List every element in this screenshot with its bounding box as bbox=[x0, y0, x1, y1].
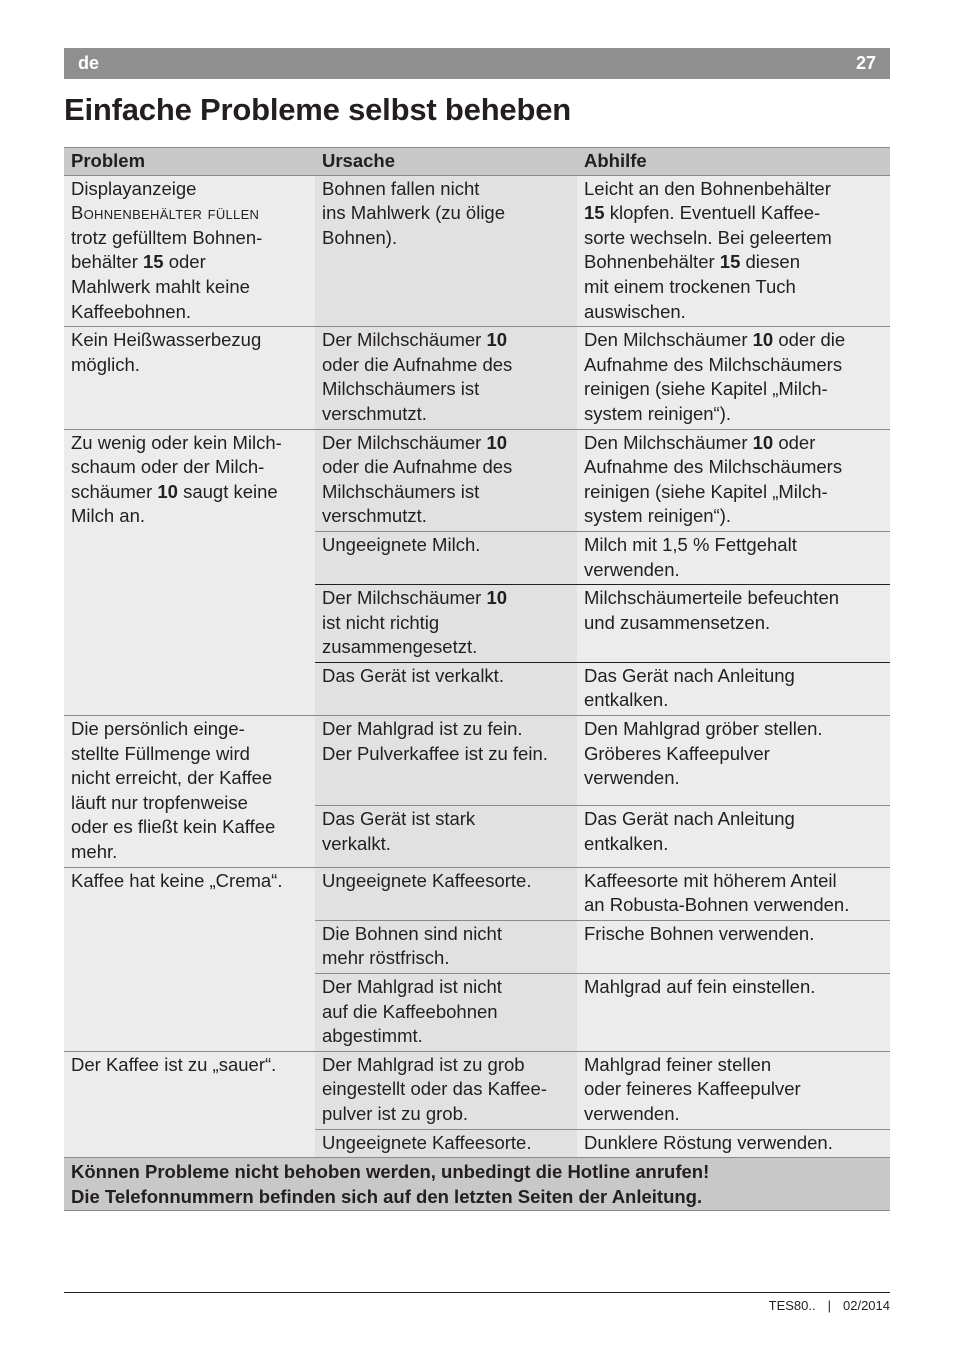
part-number: 10 bbox=[752, 329, 774, 351]
page-footer bbox=[769, 1298, 890, 1313]
problem-cell: Der Kaffee ist zu „sauer“. bbox=[64, 1051, 315, 1157]
remedy-cell: Kaffeesorte mit höherem Anteil an Robusta-Bohnen verwenden. bbox=[577, 867, 890, 920]
cause-cell: Ungeeignete Kaffeesorte. bbox=[315, 1129, 577, 1158]
table-row bbox=[64, 175, 890, 327]
part-number: 15 bbox=[719, 251, 741, 273]
model-number: TES80.. bbox=[768, 1298, 816, 1313]
part-number: 10 bbox=[157, 480, 178, 502]
page-title: Einfache Probleme selbst beheben bbox=[64, 92, 571, 127]
table-row bbox=[64, 327, 890, 429]
cause-cell: Der Mahlgrad ist zu grob eingestellt oder das Kaffee- pulver ist zu grob. bbox=[315, 1051, 577, 1129]
part-number: 15 bbox=[143, 251, 164, 273]
problem-cell: Kaffee hat keine „Crema“. bbox=[64, 867, 315, 1051]
remedy-cell: Milchschäumerteile befeuchten und zusammensetzen. bbox=[577, 585, 890, 663]
remedy-cell: Dunklere Röstung verwenden. bbox=[577, 1129, 890, 1158]
cause-cell: Der Mahlgrad ist nicht auf die Kaffeebohnen abgestimmt. bbox=[315, 974, 577, 1052]
header-bar bbox=[64, 48, 890, 79]
remedy-cell: Mahlgrad feiner stellen oder feineres Kaffeepulver verwenden. bbox=[577, 1051, 890, 1129]
cause-cell: Das Gerät ist verkalkt. bbox=[315, 662, 577, 715]
hotline-note: Können Probleme nicht behoben werden, unbedingt die Hotline anrufen! Die Telefonnummern befinden sich auf den letzten Seiten der Anleitung. bbox=[64, 1158, 890, 1211]
cause-cell: Der Milchschäumer 10 ist nicht richtig zusammengesetzt. bbox=[315, 585, 577, 663]
remedy-cell: Mahlgrad auf fein einstellen. bbox=[577, 974, 890, 1052]
problem-cell: Displayanzeige Bohnenbehälter füllen trotz gefülltem Bohnen- behälter 15 oder Mahlwerk mahlt keine Kaffeebohnen. bbox=[64, 175, 315, 327]
remedy-cell: Den Milchschäumer 10 oder Aufnahme des Milchschäumers reinigen (siehe Kapitel „Milch- system reinigen“). bbox=[577, 429, 890, 531]
remedy-cell: Das Gerät nach Anleitung entkalken. bbox=[577, 662, 890, 715]
part-number: 10 bbox=[486, 329, 508, 351]
table-row bbox=[64, 1051, 890, 1129]
remedy-cell: Das Gerät nach Anleitung entkalken. bbox=[577, 806, 890, 868]
language-code: de bbox=[78, 53, 100, 73]
part-number: 15 bbox=[584, 202, 605, 224]
cause-cell: Das Gerät ist stark verkalkt. bbox=[315, 806, 577, 868]
part-number: 10 bbox=[486, 587, 508, 609]
cause-cell: Der Milchschäumer 10 oder die Aufnahme des Milchschäumers ist verschmutzt. bbox=[315, 327, 577, 429]
part-number: 10 bbox=[486, 431, 508, 453]
troubleshooting-table bbox=[64, 147, 890, 1211]
column-header-abhilfe: Abhilfe bbox=[577, 148, 890, 176]
problem-cell: Kein Heißwasserbezug möglich. bbox=[64, 327, 315, 429]
edition-date: 02/2014 bbox=[843, 1298, 890, 1313]
column-header-ursache: Ursache bbox=[315, 148, 577, 176]
cause-cell: Die Bohnen sind nicht mehr röstfrisch. bbox=[315, 920, 577, 973]
remedy-cell: Frische Bohnen verwenden. bbox=[577, 920, 890, 973]
table-row bbox=[64, 716, 890, 806]
part-number: 10 bbox=[752, 431, 774, 453]
remedy-cell: Leicht an den Bohnenbehälter 15 klopfen. Eventuell Kaffee- sorte wechseln. Bei geleertem Bohnenbehälter 15 diesen mit einem trockenen Tuch auswischen. bbox=[577, 175, 890, 327]
remedy-cell: Den Milchschäumer 10 oder die Aufnahme des Milchschäumers reinigen (siehe Kapitel „Milch- system reinigen“). bbox=[577, 327, 890, 429]
cause-cell: Ungeeignete Milch. bbox=[315, 531, 577, 584]
problem-cell: Die persönlich einge- stellte Füllmenge wird nicht erreicht, der Kaffee läuft nur tropfenweise oder es fließt kein Kaffee mehr. bbox=[64, 716, 315, 868]
cause-cell: Der Mahlgrad ist zu fein. Der Pulverkaffee ist zu fein. bbox=[315, 716, 577, 806]
table-row bbox=[64, 429, 890, 531]
column-header-problem: Problem bbox=[64, 148, 315, 176]
table-header-row bbox=[64, 148, 890, 176]
remedy-cell: Milch mit 1,5 % Fettgehalt verwenden. bbox=[577, 531, 890, 584]
problem-cell: Zu wenig oder kein Milch- schaum oder der Milch- schäumer 10 saugt keine Milch an. bbox=[64, 429, 315, 716]
remedy-cell: Den Mahlgrad gröber stellen. Gröberes Kaffeepulver verwenden. bbox=[577, 716, 890, 806]
cause-cell: Der Milchschäumer 10 oder die Aufnahme des Milchschäumers ist verschmutzt. bbox=[315, 429, 577, 531]
cause-cell: Ungeeignete Kaffeesorte. bbox=[315, 867, 577, 920]
table-row bbox=[64, 867, 890, 920]
hotline-note-row bbox=[64, 1158, 890, 1211]
cause-cell: Bohnen fallen nicht ins Mahlwerk (zu ölige Bohnen). bbox=[315, 175, 577, 327]
display-message: Bohnenbehälter füllen bbox=[71, 202, 260, 224]
page-number: 27 bbox=[855, 53, 876, 73]
footer-divider bbox=[64, 1292, 890, 1293]
footer-separator: | bbox=[827, 1298, 831, 1313]
